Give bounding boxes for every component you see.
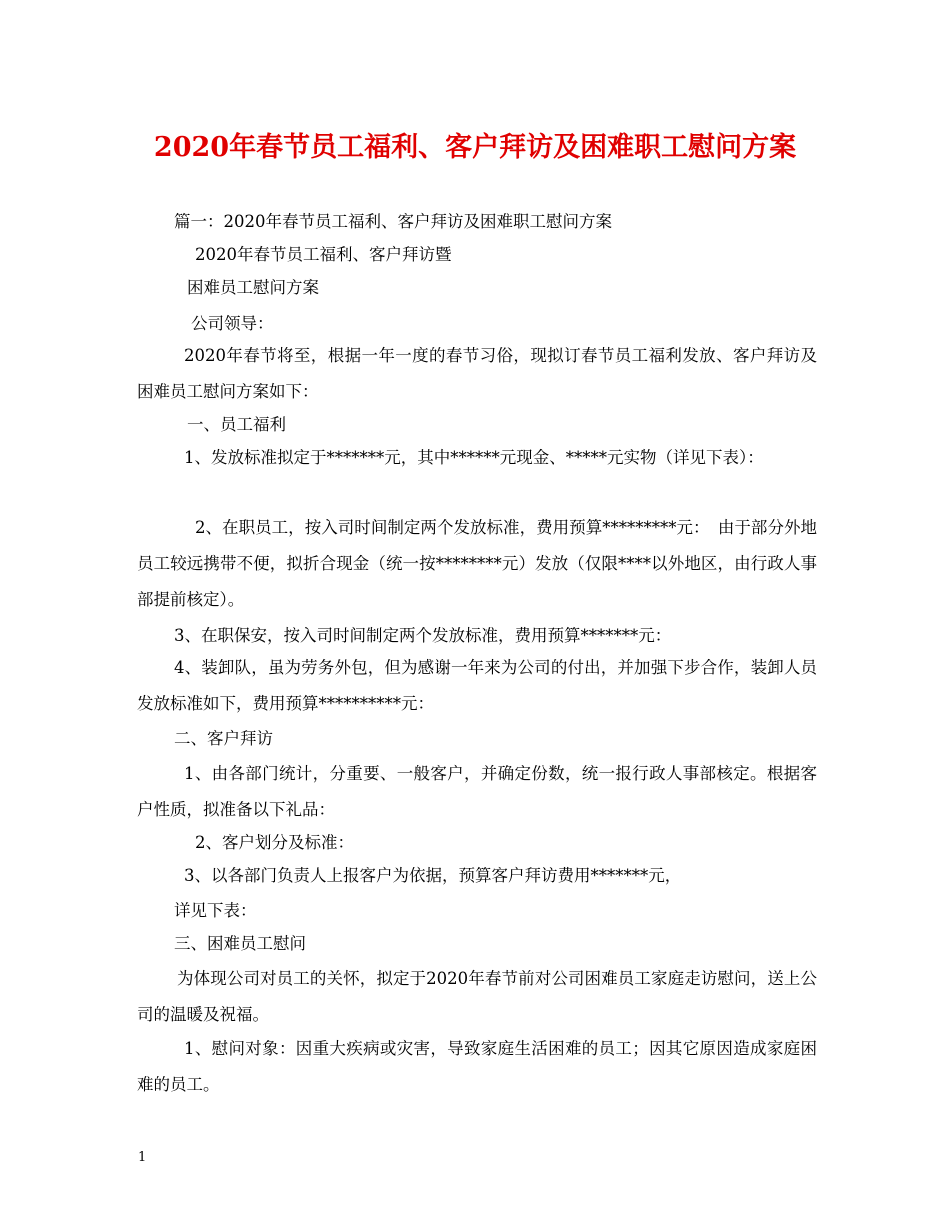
paragraph-hardship-intro: 为体现公司对员工的关怀，拟定于2020年春节前对公司困难员工家庭走访慰问，送上公司的温暖及祝福。 <box>137 969 817 1024</box>
document-title: 2020年春节员工福利、客户拜访及困难职工慰问方案 <box>153 132 797 163</box>
paragraph-see-table: 详见下表： <box>174 901 257 920</box>
heading-customer-visits: 二、客户拜访 <box>174 729 273 748</box>
paragraph-visit-item-1: 1、由各部门统计，分重要、一般客户，并确定份数，统一报行政人事部核定。根据客户性质，拟准备以下礼品： <box>137 764 817 819</box>
paragraph-welfare-item-2: 2、在职员工，按入司时间制定两个发放标准，费用预算*********元： 由于部分外地员工较远携带不便，拟折合现金（统一按********元）发放（仅限****以外地区，由行政人事部提前核定）。 <box>137 518 817 609</box>
paragraph-section-heading: 篇一：2020年春节员工福利、客户拜访及困难职工慰问方案 <box>174 212 612 231</box>
paragraph-visit-item-3: 3、以各部门负责人上报客户为依据，预算客户拜访费用*******元， <box>184 866 682 885</box>
page-number: 1 <box>138 1150 147 1165</box>
paragraph-hardship-item-1: 1、慰问对象：因重大疾病或灾害，导致家庭生活困难的员工；因其它原因造成家庭困难的员工。 <box>137 1039 817 1094</box>
heading-hardship-visits: 三、困难员工慰问 <box>174 934 306 953</box>
paragraph-subtitle-line-2: 困难员工慰问方案 <box>187 278 319 297</box>
paragraph-salutation: 公司领导： <box>191 314 274 333</box>
paragraph-subtitle-line-1: 2020年春节员工福利、客户拜访暨 <box>195 245 452 264</box>
paragraph-welfare-item-1: 1、发放标准拟定于*******元，其中******元现金、*****元实物（详见下表）： <box>184 448 764 467</box>
paragraph-welfare-item-4: 4、装卸队，虽为劳务外包，但为感谢一年来为公司的付出，并加强下步合作，装卸人员发放标准如下，费用预算**********元： <box>137 658 817 713</box>
paragraph-intro: 2020年春节将至，根据一年一度的春节习俗，现拟订春节员工福利发放、客户拜访及困难员工慰问方案如下： <box>137 346 817 401</box>
heading-employee-welfare: 一、员工福利 <box>187 415 286 434</box>
paragraph-welfare-item-3: 3、在职保安，按入司时间制定两个发放标准，费用预算*******元： <box>174 626 672 645</box>
paragraph-visit-item-2: 2、客户划分及标准： <box>195 833 354 852</box>
